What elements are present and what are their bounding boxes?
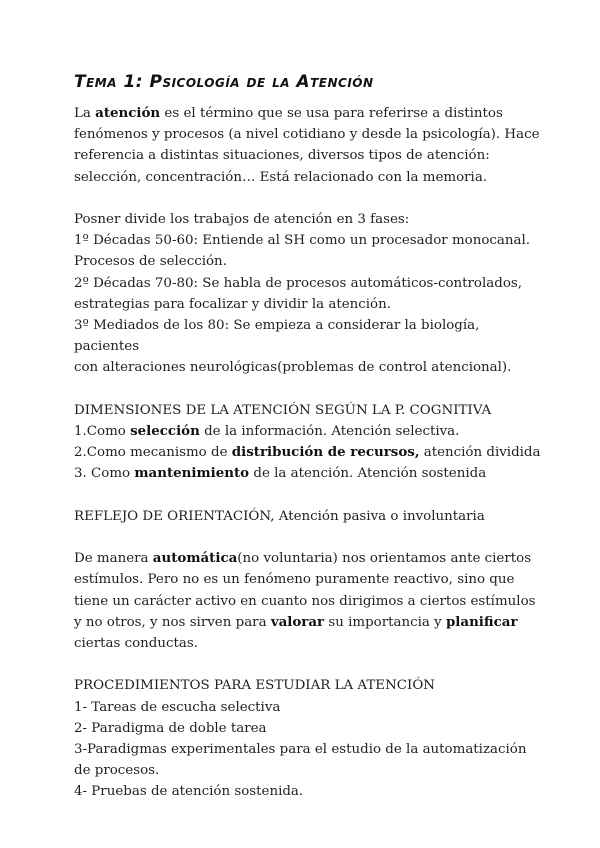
paragraph-line: estímulos. Pero no es un fenómeno puramente reactivo, sino que (74, 572, 515, 588)
posner-line: 2º Décadas 70-80: Se habla de procesos automáticos-controlados, (74, 275, 523, 291)
text: y no otros, y nos sirven para (74, 614, 271, 630)
bold-term: distribución de recursos, (231, 444, 420, 461)
list-item (74, 421, 544, 442)
automatica-paragraph (74, 548, 544, 654)
list-item: 2- Paradigma de doble tarea (74, 720, 267, 736)
list-item (74, 463, 544, 484)
text: La (74, 106, 96, 121)
procedimientos-section (74, 675, 544, 802)
dimensiones-section (74, 400, 544, 485)
list-item: 1- Tareas de escucha selectiva (74, 699, 281, 715)
text: 1.Como (74, 424, 131, 440)
section-heading: PROCEDIMIENTOS PARA ESTUDIAR LA ATENCIÓN (74, 678, 436, 694)
intro-line (74, 103, 544, 124)
list-item-continued: de procesos. (74, 763, 160, 779)
text: (no voluntaria) nos orientamos ante ciertos (237, 551, 532, 567)
paragraph-line (74, 612, 544, 633)
page-title: Tema 1: Psicología de la Atención (74, 72, 374, 92)
list-item (74, 442, 544, 463)
section-heading: REFLEJO DE ORIENTACIÓN, Atención pasiva o involuntaria (74, 508, 485, 524)
text: de la información. Atención selectiva. (199, 424, 460, 440)
text: De manera (74, 551, 153, 567)
bold-term: selección (130, 423, 200, 440)
intro-line: referencia a distintas situaciones, diversos tipos de atención: (74, 148, 490, 164)
posner-line: Posner divide los trabajos de atención en 3 fases: (74, 212, 410, 227)
posner-line: estrategias para focalizar y dividir la atención. (74, 296, 391, 312)
list-item: 3-Paradigmas experimentales para el estudio de la automatización (74, 742, 527, 758)
intro-paragraph (74, 103, 544, 188)
text: es el término que se usa para referirse a distintos (160, 106, 503, 121)
posner-line: 3º Mediados de los 80: Se empieza a considerar la biología, pacientes (74, 318, 480, 355)
posner-line: 1º Décadas 50-60: Entiende al SH como un procesador monocanal. (74, 233, 531, 249)
list-item: 4- Pruebas de atención sostenida. (74, 784, 304, 800)
text: 2.Como mecanismo de (74, 445, 232, 461)
bold-term: planificar (445, 613, 518, 630)
document-body (74, 103, 544, 803)
posner-line: Procesos de selección. (74, 254, 227, 270)
posner-line: con alteraciones neurológicas(problemas de control atencional). (74, 360, 512, 376)
posner-paragraph (74, 209, 544, 379)
paragraph-line: ciertas conductas. (74, 636, 198, 652)
text: su importancia y (324, 614, 446, 630)
text: de la atención. Atención sostenida (249, 466, 487, 482)
bold-term: valorar (270, 613, 325, 630)
bold-term: automática (152, 550, 238, 567)
intro-line: selección, concentración… Está relacionado con la memoria. (74, 169, 488, 185)
text: 3. Como (74, 466, 135, 482)
intro-line: fenómenos y procesos (a nivel cotidiano y desde la psicología). Hace (74, 127, 540, 143)
bold-term-atencion: atención (95, 105, 161, 121)
paragraph-line: tiene un carácter activo en cuanto nos dirigimos a ciertos estímulos (74, 593, 536, 609)
section-heading: DIMENSIONES DE LA ATENCIÓN SEGÚN LA P. COGNITIVA (74, 402, 492, 418)
bold-term: mantenimiento (134, 465, 250, 482)
text: atención dividida (419, 445, 541, 461)
paragraph-line (74, 548, 544, 569)
